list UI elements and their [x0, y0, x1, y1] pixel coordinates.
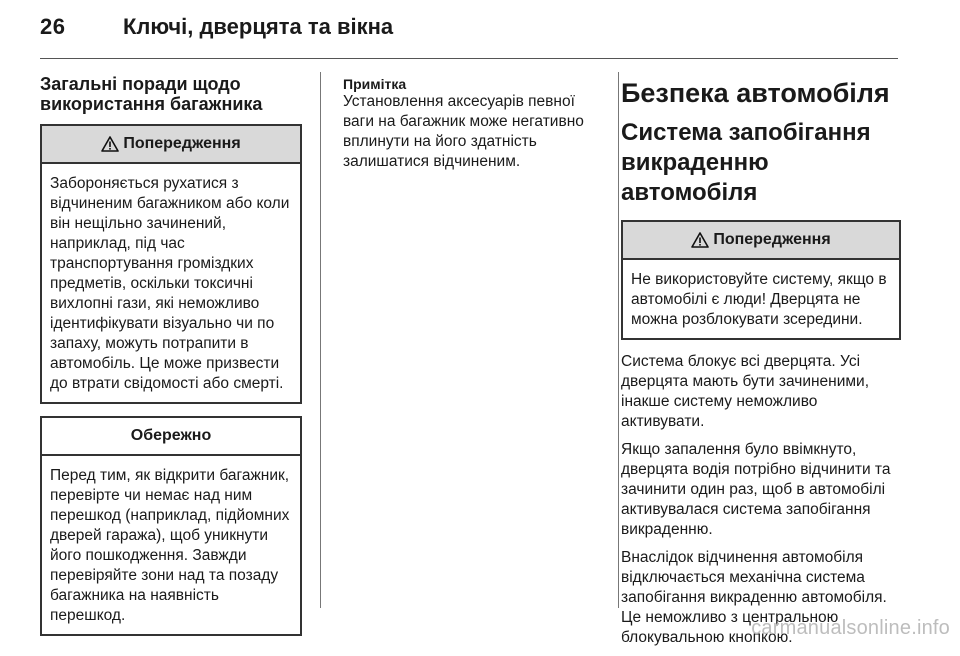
note-text: Установлення аксесуарів певної ваги на багажник може негативно вплинути на його здатність залишатися відчиненим.: [343, 93, 584, 170]
column-right: [621, 74, 901, 656]
watermark: carmanualsonline.info: [751, 617, 950, 639]
header-rule: [40, 58, 898, 59]
warning-box-title: Попередження: [713, 231, 831, 248]
column-divider-1: [320, 72, 321, 608]
warning-box-header: [623, 222, 899, 260]
subsection-title-anti-theft: Система запобігання викраденню автомобіля: [621, 119, 871, 206]
page-number: 26: [40, 14, 66, 39]
caution-box-text: Перед тим, як відкрити багажник, перевірте чи немає над ним перешкод (наприклад, підйомних дверей гаража), щоб уникнути його пошкодження. Завжди перевіряйте зони над та позаду багажника на наявність перешкод.: [50, 467, 290, 624]
warning-box-text: Забороняється рухатися з відчиненим багажником або коли він нещільно зачинений, наприклад, під час транспортування громіздких предметів, оскільки токсичні вихлопні гази, які неможливо ідентифікувати візуально чи по запаху, можуть потрапити в автомобіль. Це може призвести до втрати свідомості або смерті.: [50, 175, 290, 392]
caution-box-title: Обережно: [130, 427, 212, 444]
warning-triangle-icon: [691, 232, 709, 248]
chapter-title: Ключі, дверцята та вікна: [123, 14, 394, 39]
column-divider-2: [618, 72, 619, 608]
paragraph: Якщо запалення було ввімкнуто, дверцята водія потрібно відчинити та зачинити один раз, щоб в автомобілі активувалася система запобігання викраденню.: [621, 441, 891, 538]
note-title: Примітка: [343, 76, 407, 92]
paragraph: Система блокує всі дверцята. Усі дверцята мають бути зачиненими, інакше систему неможливо активувати.: [621, 353, 869, 430]
warning-box-text: Не використовуйте систему, якщо в автомобілі є люди! Дверцята не можна розблокувати зсередини.: [631, 271, 887, 328]
caution-box-trunk: [40, 416, 302, 636]
warning-triangle-icon: [101, 136, 119, 152]
warning-box-title: Попередження: [123, 135, 241, 152]
section-title-vehicle-security: Безпека автомобіля: [621, 78, 890, 108]
warning-box-trunk: [40, 124, 302, 404]
caution-box-header: [42, 418, 300, 456]
column-middle: [343, 74, 605, 180]
warning-box-anti-theft: [621, 220, 901, 340]
column-left: [40, 74, 302, 636]
section-title-trunk: Загальні поради щодо використання багажника: [40, 74, 263, 114]
warning-box-header: [42, 126, 300, 164]
page-header: [0, 0, 960, 62]
paragraph: Внаслідок відчинення автомобіля відключається механічна система запобігання викраденню автомобіля. Це неможливо з центральною блокувальною кнопкою.: [621, 549, 887, 646]
